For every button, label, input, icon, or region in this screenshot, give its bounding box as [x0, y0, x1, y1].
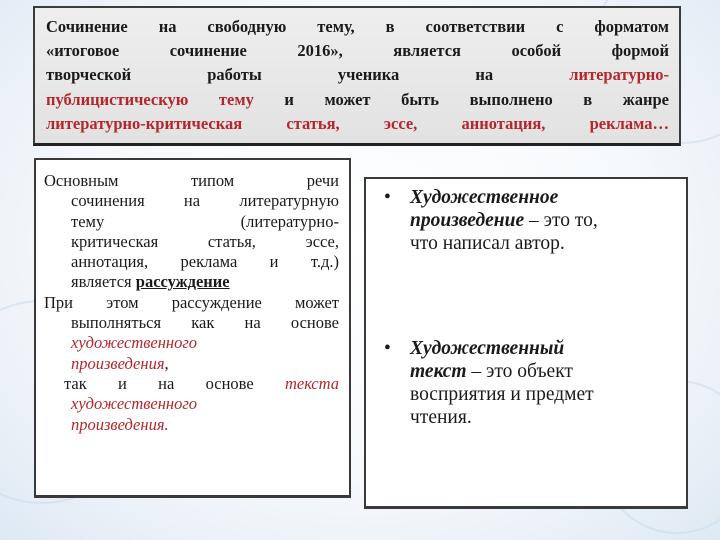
definition-term: Художественный	[410, 338, 565, 359]
bullet-icon: •	[384, 187, 391, 208]
intro-highlight-publicistic: публицистическую тему	[46, 89, 254, 109]
basis-paragraph	[44, 293, 339, 435]
basis-highlight: произведения.	[71, 414, 169, 434]
definition-line	[410, 209, 676, 232]
definition-text: что написал автор.	[410, 233, 565, 254]
bullet-icon: •	[384, 338, 391, 359]
definition-text: чтения.	[410, 407, 472, 428]
basis-highlight: художественного	[71, 333, 198, 353]
basis-highlight: художественного	[71, 394, 198, 414]
definition-item-work	[376, 186, 676, 255]
intro-line-4	[46, 88, 669, 112]
definition-text: – это то,	[524, 210, 598, 231]
basis-line	[44, 354, 339, 374]
basis-line	[44, 374, 339, 394]
definition-term: Художественное	[410, 187, 559, 208]
reasoning-term: рассуждение	[135, 272, 230, 292]
definition-text: восприятия и предмет	[410, 384, 594, 405]
intro-line-3-text: творческой работы ученика на	[46, 65, 570, 85]
definition-term: текст	[410, 361, 467, 382]
basis-highlight: произведения	[71, 353, 165, 373]
definition-line	[410, 360, 676, 383]
speech-line-text: является	[71, 272, 136, 292]
definition-text: – это объект	[466, 361, 573, 382]
intro-line-2: «итоговое сочинение 2016», является особой формой	[46, 41, 669, 61]
speech-line: критическая статья, эссе,	[71, 231, 339, 251]
speech-line: аннотация, реклама и т.д.)	[71, 252, 339, 272]
definition-term: произведение	[410, 210, 525, 231]
speech-line: сочинения на литературную	[71, 191, 339, 211]
intro-genres-line: литературно-критическая статья, эссе, аннотация, реклама…	[46, 113, 669, 133]
definition-item-text	[376, 337, 676, 429]
basis-comma: ,	[164, 353, 169, 373]
basis-line: При этом рассуждение может	[44, 292, 339, 312]
basis-highlight: текста	[284, 373, 339, 393]
speech-line	[44, 272, 339, 292]
speech-line: тему (литературно-	[71, 211, 339, 231]
intro-line-3	[46, 63, 669, 87]
definitions-box	[364, 177, 688, 509]
speech-type-box	[34, 158, 351, 498]
intro-line-1: Сочинение на свободную тему, в соответствии с форматом	[46, 17, 669, 36]
speech-type-paragraph	[44, 171, 339, 293]
intro-highlight-literary: литературно-	[569, 65, 669, 85]
speech-line: Основным типом речи	[44, 171, 339, 190]
intro-line-4-text: и может быть выполнено в жанре	[253, 89, 669, 109]
basis-line: выполняться как на основе	[71, 313, 339, 333]
intro-text-box	[33, 6, 681, 146]
basis-line-text: так и на основе	[64, 373, 285, 393]
